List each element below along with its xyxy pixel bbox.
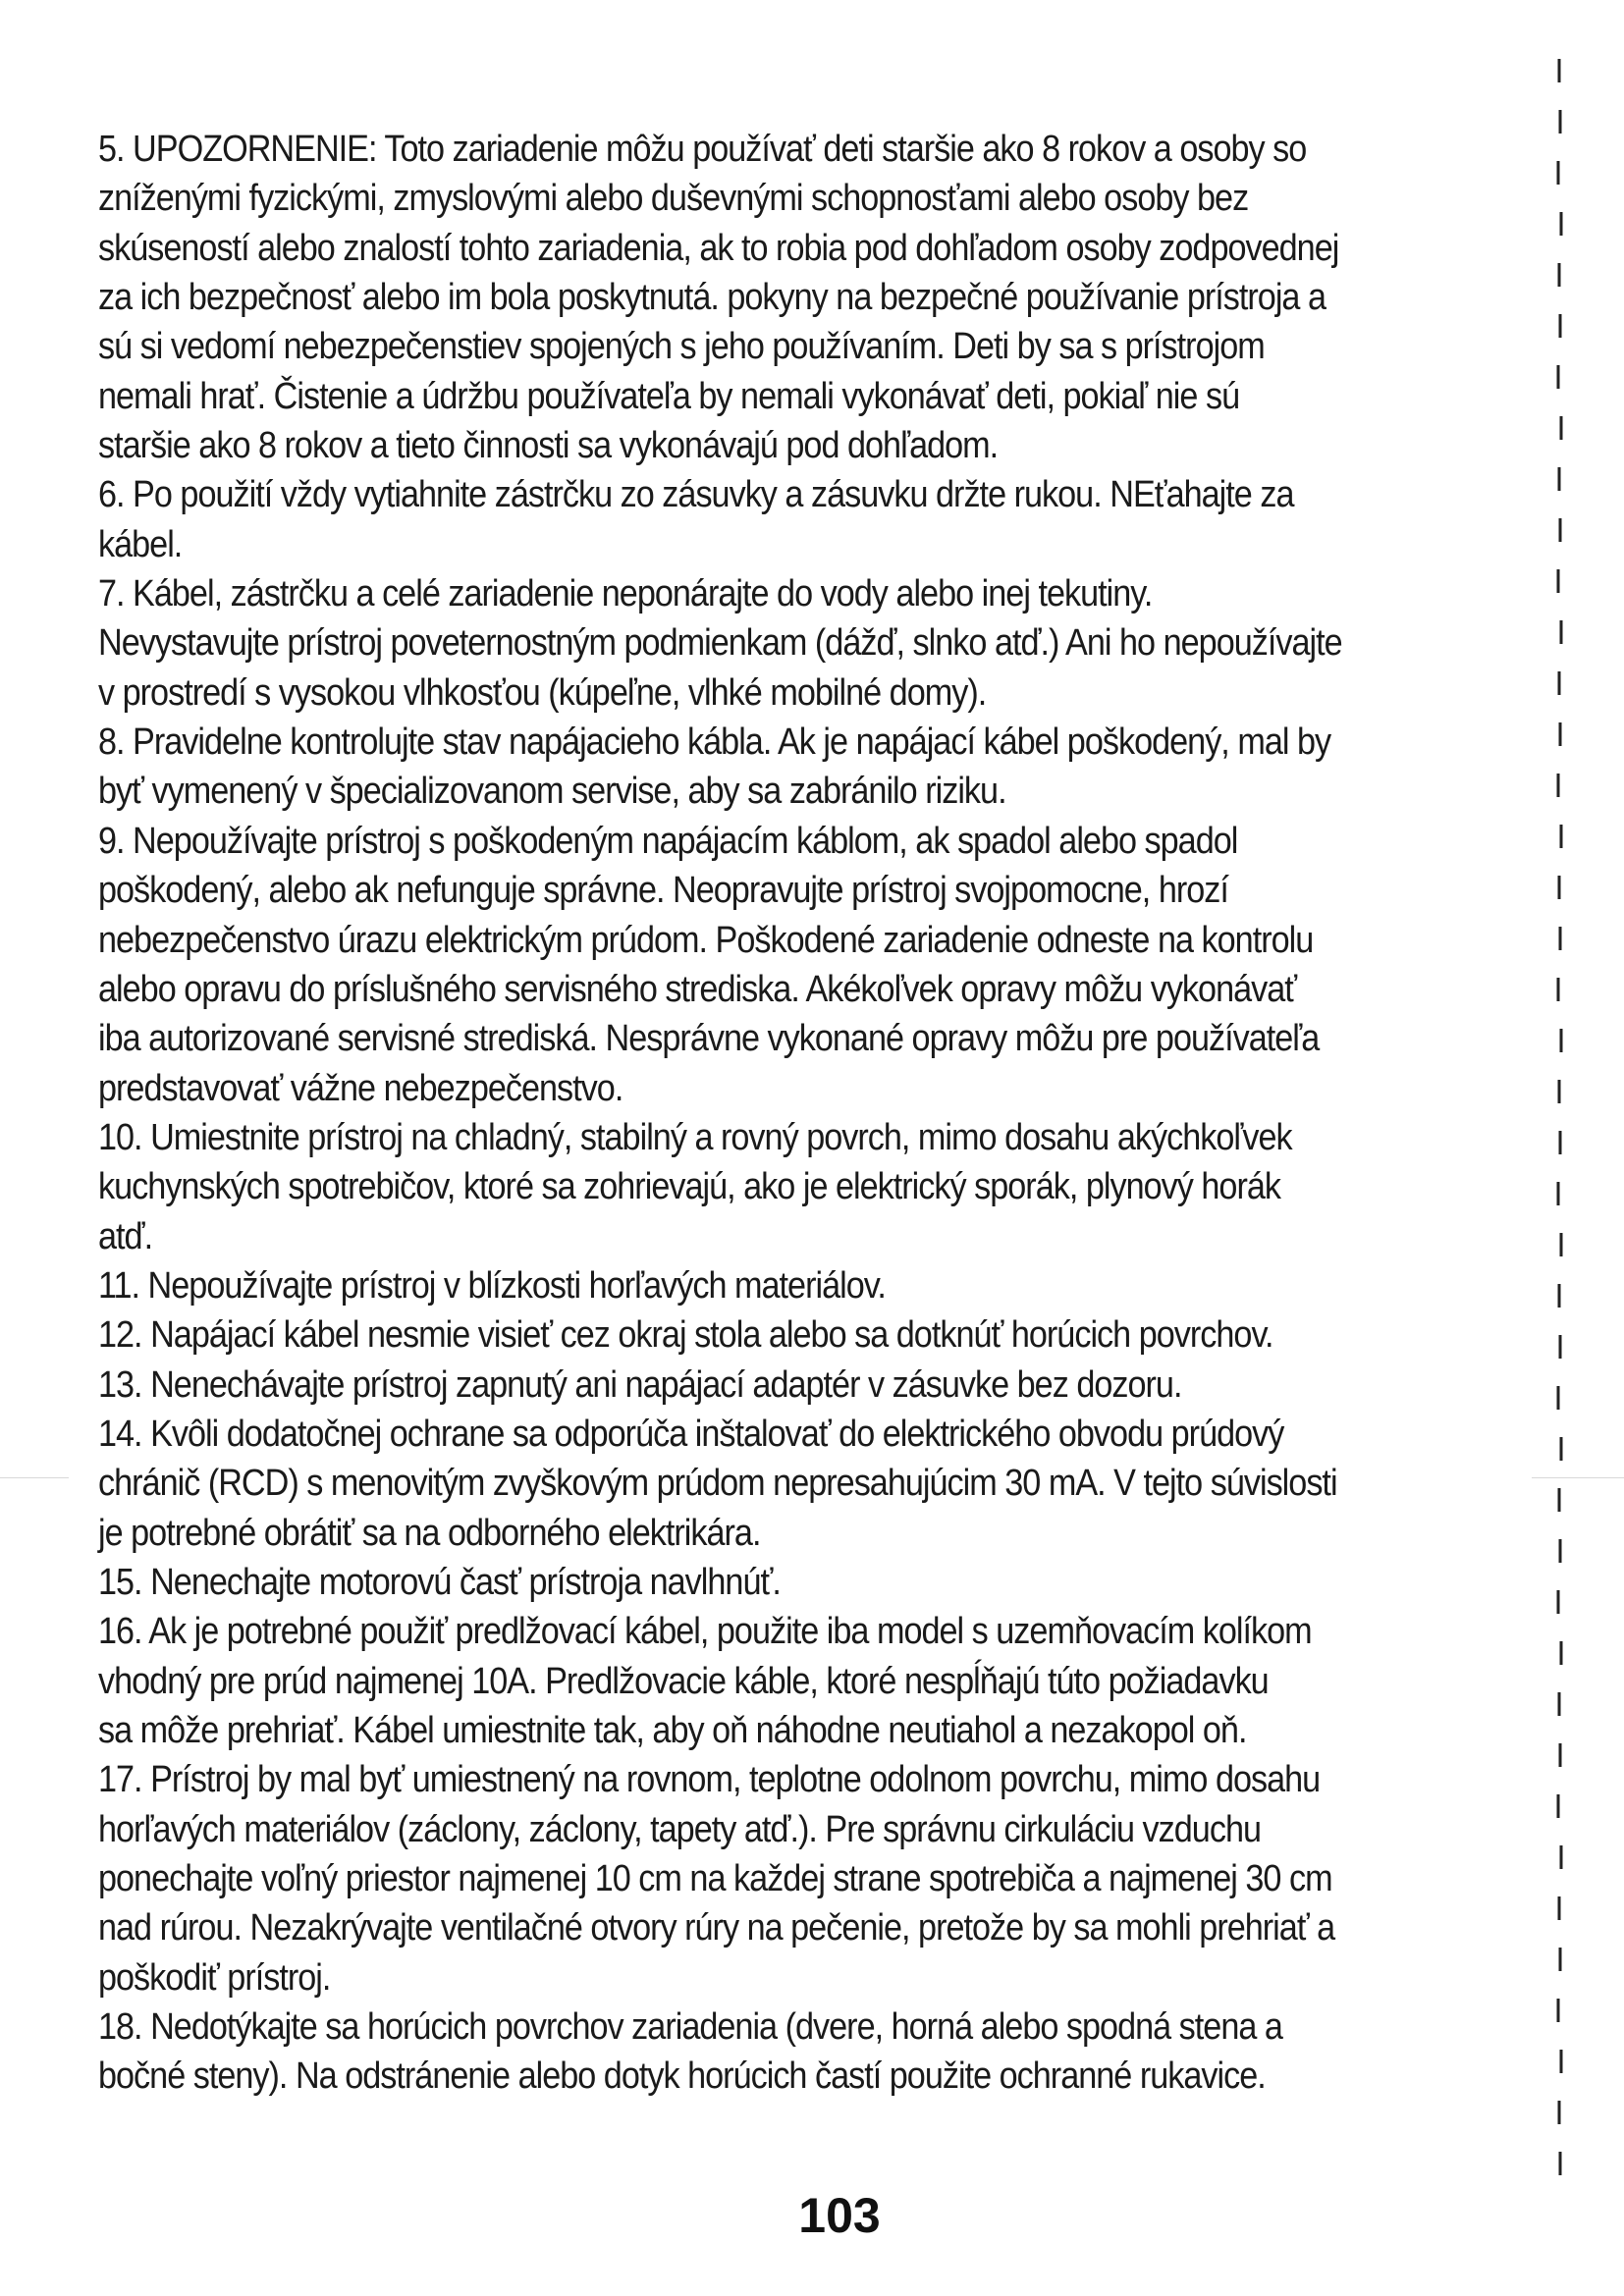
text-line: sa môže prehriať. Kábel umiestnite tak, aby oň náhodne neutiahol a nezakopol oň. (98, 1710, 1247, 1751)
text-line: 6. Po použití vždy vytiahnite zástrčku zo zásuvky a zásuvku držte rukou. NEťahajte za (98, 474, 1294, 516)
text-line: v prostredí s vysokou vlhkosťou (kúpeľne, vlhké mobilné domy). (98, 671, 987, 714)
text-line: poškodený, alebo ak nefunguje správne. Neopravujte prístroj svojpomocne, hrozí (98, 870, 1228, 912)
text-line: nad rúrou. Nezakrývajte ventilačné otvory rúry na pečenie, pretože by sa mohli prehriať a (98, 1907, 1335, 1949)
text-line: chránič (RCD) s menovitým zvyškovým prúdom nepresahujúcim 30 mA. V tejto súvislosti (98, 1463, 1337, 1505)
instructions-text (98, 125, 1542, 2102)
text-line: nebezpečenstvo úrazu elektrickým prúdom. Poškodené zariadenie odneste na kontrolu (98, 919, 1314, 961)
text-line: nemali hrať. Čistenie a údržbu používateľa by nemali vykonávať deti, pokiaľ nie sú (98, 375, 1240, 417)
page-number: 103 (798, 2188, 881, 2243)
fold-mark-right (1532, 1477, 1624, 1478)
text-line: 8. Pravidelne kontrolujte stav napájacieho kábla. Ak je napájací kábel poškodený, mal by (98, 721, 1331, 764)
text-line: staršie ako 8 rokov a tieto činnosti sa vykonávajú pod dohľadom. (98, 425, 999, 467)
text-line: kuchynských spotrebičov, ktoré sa zohrievajú, ako je elektrický sporák, plynový horák (98, 1166, 1281, 1208)
text-line: byť vymenený v špecializovanom servise, aby sa zabránilo riziku. (98, 771, 1006, 813)
text-line: 12. Napájací kábel nesmie visieť cez okraj stola alebo sa dotknúť horúcich povrchov. (98, 1314, 1273, 1357)
text-line: horľavých materiálov (záclony, záclony, tapety atď.). Pre správnu cirkuláciu vzduchu (98, 1808, 1262, 1850)
text-line: 15. Nenechajte motorovú časť prístroja navlhnúť. (98, 1561, 781, 1603)
text-line: alebo opravu do príslušného servisného strediska. Akékoľvek opravy môžu vykonávať (98, 968, 1297, 1010)
text-line: bočné steny). Na odstránenie alebo dotyk horúcich častí použite ochranné rukavice. (98, 2056, 1266, 2098)
text-line: 7. Kábel, zástrčku a celé zariadenie neponárajte do vody alebo inej tekutiny. (98, 573, 1153, 615)
text-line: za ich bezpečnosť alebo im bola poskytnutá. pokyny na bezpečné používanie prístroja a (98, 277, 1326, 319)
text-line: 13. Nenechávajte prístroj zapnutý ani napájací adaptér v zásuvke bez dozoru. (98, 1363, 1182, 1406)
text-line: skúseností alebo znalostí tohto zariadenia, ak to robia pod dohľadom osoby zodpovednej (98, 227, 1339, 269)
text-line: poškodiť prístroj. (98, 1956, 331, 1999)
text-line: zníženými fyzickými, zmyslovými alebo duševnými schopnosťami alebo osoby bez (98, 178, 1249, 220)
text-line: 9. Nepoužívajte prístroj s poškodeným napájacím káblom, ak spadol alebo spadol (98, 820, 1238, 862)
text-line: 10. Umiestnite prístroj na chladný, stabilný a rovný povrch, mimo dosahu akýchkoľvek (98, 1116, 1292, 1158)
text-line: je potrebné obrátiť sa na odborného elektrikára. (98, 1512, 761, 1554)
text-line: iba autorizované servisné strediská. Nesprávne vykonané opravy môžu pre používateľa (98, 1018, 1320, 1060)
text-line: Nevystavujte prístroj poveternostným podmienkam (dážď, slnko atď.) Ani ho nepoužívajte (98, 622, 1342, 665)
text-line: ponechajte voľný priestor najmenej 10 cm na každej strane spotrebiča a najmenej 30 cm (98, 1858, 1332, 1900)
text-line: 16. Ak je potrebné použiť predlžovací kábel, použite iba model s uzemňovacím kolíkom (98, 1611, 1312, 1653)
fold-mark-left (0, 1477, 69, 1478)
text-line: predstavovať vážne nebezpečenstvo. (98, 1067, 623, 1109)
text-line: 17. Prístroj by mal byť umiestnený na rovnom, teplotne odolnom povrchu, mimo dosahu (98, 1759, 1321, 1801)
text-line: vhodný pre prúd najmenej 10A. Predlžovacie káble, ktoré nespĺňajú túto požiadavku (98, 1660, 1269, 1702)
text-line: 5. UPOZORNENIE: Toto zariadenie môžu používať deti staršie ako 8 rokov a osoby so (98, 129, 1307, 170)
text-line: 14. Kvôli dodatočnej ochrane sa odporúča inštalovať do elektrického obvodu prúdový (98, 1413, 1284, 1455)
text-line: atď. (98, 1215, 153, 1257)
text-line: 18. Nedotýkajte sa horúcich povrchov zariadenia (dvere, horná alebo spodná stena a (98, 2006, 1282, 2049)
text-line: kábel. (98, 523, 183, 565)
text-line: 11. Nepoužívajte prístroj v blízkosti horľavých materiálov. (98, 1264, 886, 1307)
text-line: sú si vedomí nebezpečenstiev spojených s jeho používaním. Deti by sa s prístrojom (98, 326, 1265, 368)
